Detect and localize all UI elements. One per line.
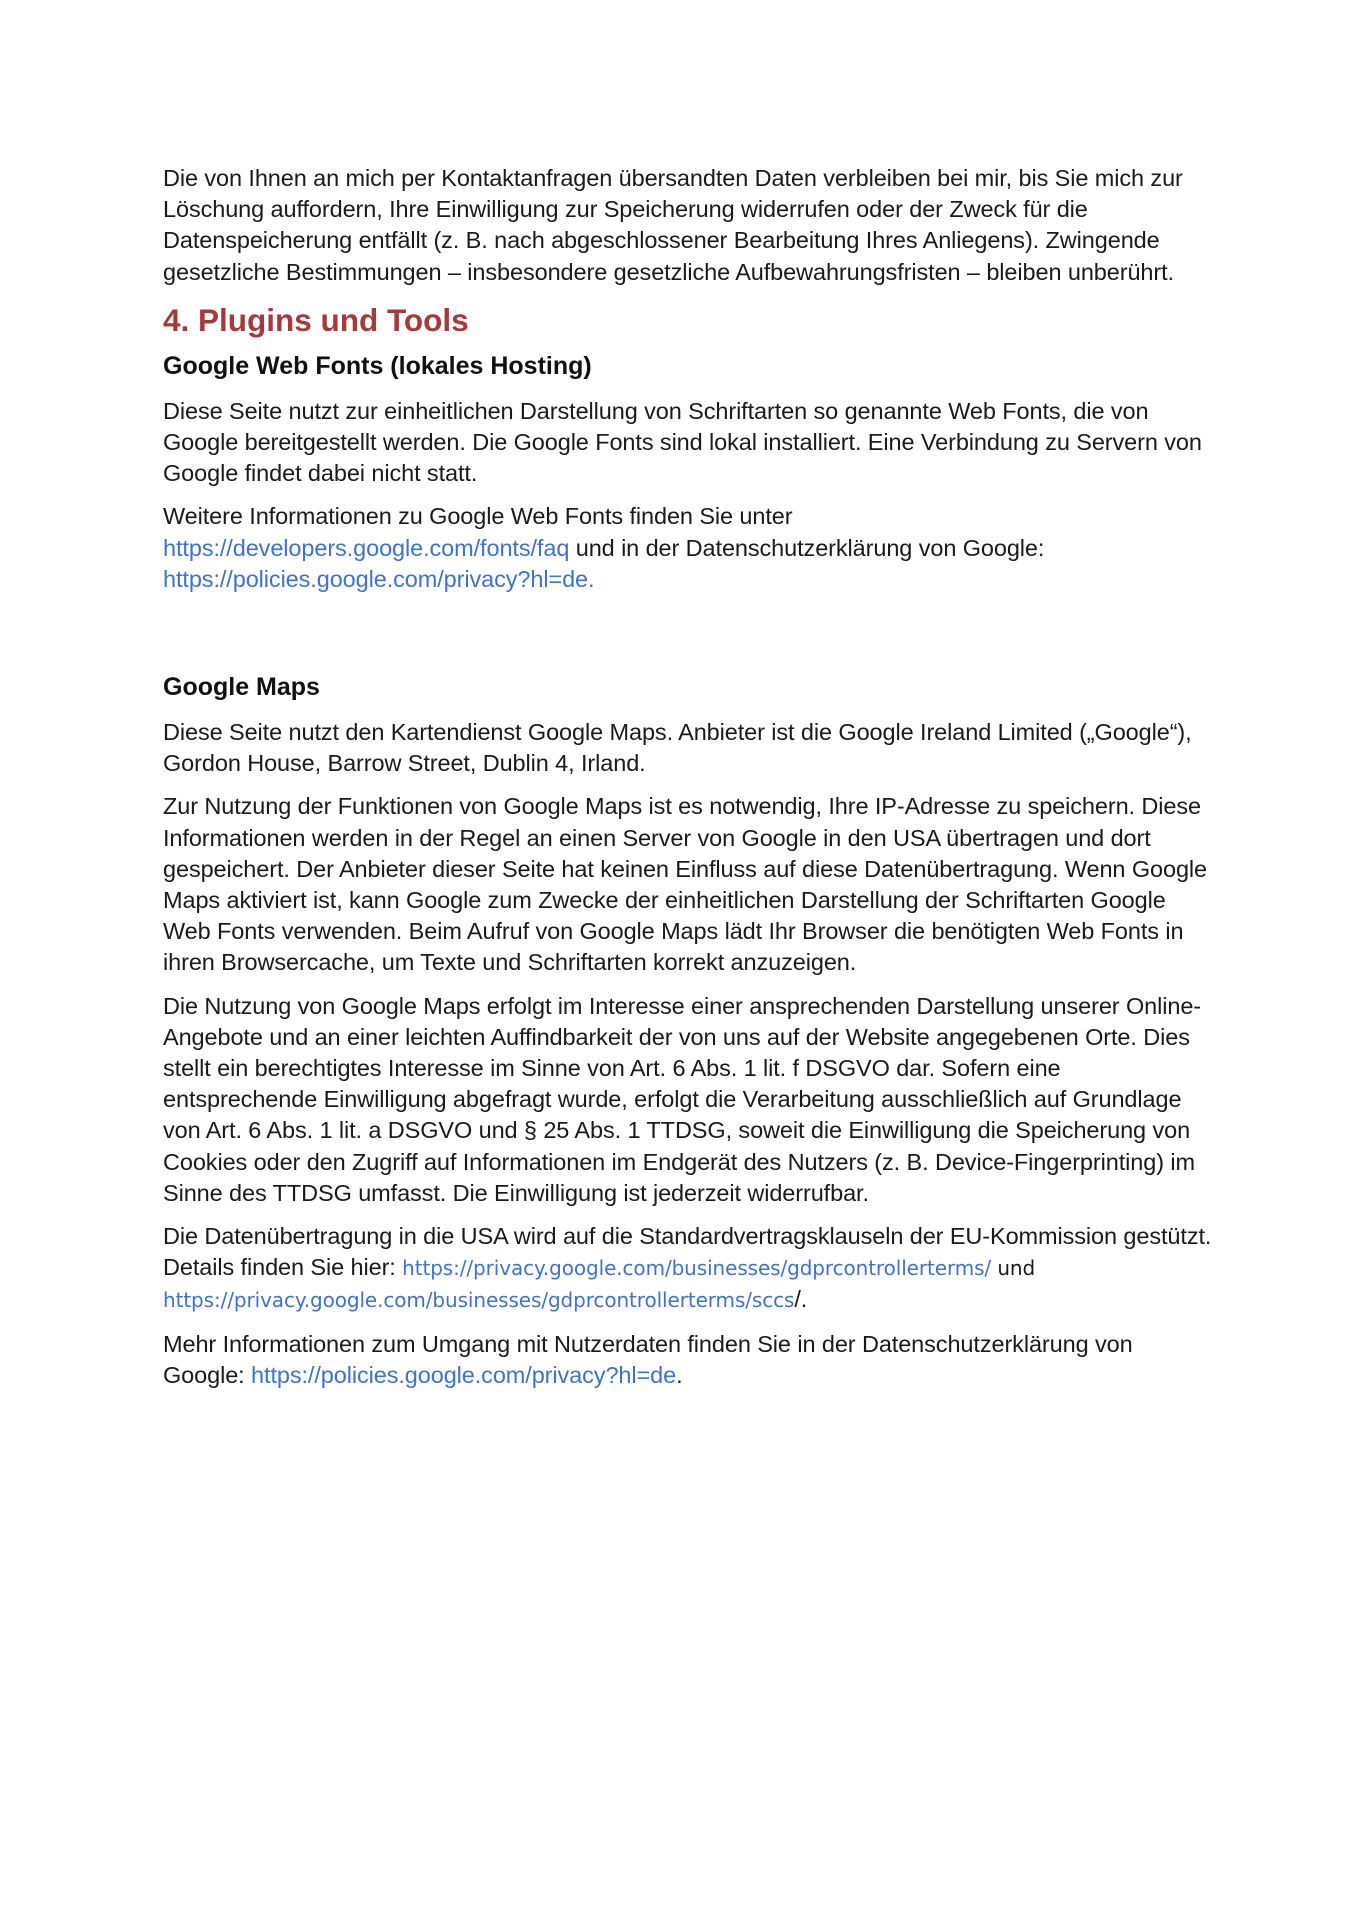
- section-title: 4. Plugins und Tools: [163, 301, 469, 338]
- maps-p4-text-1: Die Datenübertragung in die USA wird auf die Standardvertragsklauseln der EU-Kommission gestützt. Details finden Sie hier:: [163, 1223, 1212, 1281]
- document-page: [163, 163, 1213, 1403]
- intro-paragraph: Die von Ihnen an mich per Kontaktanfragen übersandten Daten verbleiben bei mir, bis Sie mich zur Löschung auffordern, Ihre Einwilligung zur Speicherung widerrufen oder der Zweck für die Datenspeicherung entfällt (z. B. nach abgeschlossener Bearbeitung Ihres Anliegens). Zwingende gesetzliche Bestimmungen – insbesondere gesetzliche Aufbewahrungsfristen – bleiben unberührt.: [163, 165, 1183, 285]
- webfonts-p2-text-1: Weitere Informationen zu Google Web Fonts finden Sie unter: [163, 503, 793, 530]
- maps-paragraph-5: [163, 1329, 1213, 1391]
- google-privacy-link-2[interactable]: https://policies.google.com/privacy?hl=de: [251, 1361, 677, 1388]
- maps-heading: Google Maps: [163, 673, 320, 702]
- gdpr-controller-terms-link[interactable]: https://privacy.google.com/businesses/gdprcontrollerterms/: [402, 1256, 992, 1281]
- maps-paragraph-2: Zur Nutzung der Funktionen von Google Maps ist es notwendig, Ihre IP-Adresse zu speichern. Diese Informationen werden in der Regel an einen Server von Google in den USA übertragen und dort gespeichert. Der Anbieter dieser Seite hat keinen Einfluss auf diese Datenübertragung. Wenn Google Maps aktiviert ist, kann Google zum Zwecke der einheitlichen Darstellung der Schriftarten Google Web Fonts verwenden. Beim Aufruf von Google Maps lädt Ihr Browser die benötigten Web Fonts in ihren Browsercache, um Texte und Schriftarten korrekt anzuzeigen.: [163, 793, 1208, 976]
- maps-p4-text-3: /.: [794, 1286, 808, 1313]
- developers-fonts-faq-link[interactable]: https://developers.google.com/fonts/faq: [163, 534, 570, 561]
- maps-paragraph-1: Diese Seite nutzt den Kartendienst Google Maps. Anbieter ist die Google Ireland Limited („Google“), Gordon House, Barrow Street, Dublin 4, Irland.: [163, 719, 1192, 777]
- webfonts-p2-text-2: und in der Datenschutzerklärung von Google:: [569, 534, 1045, 561]
- google-privacy-link-1[interactable]: https://policies.google.com/privacy?hl=de.: [163, 565, 595, 592]
- webfonts-heading: Google Web Fonts (lokales Hosting): [163, 351, 592, 380]
- section-spacer: [163, 607, 1213, 669]
- maps-p5-text-2: .: [676, 1361, 683, 1388]
- maps-paragraph-4: [163, 1221, 1213, 1317]
- gdpr-sccs-link[interactable]: https://privacy.google.com/businesses/gdprcontrollerterms/sccs: [163, 1288, 795, 1313]
- webfonts-paragraph-2: [163, 501, 1213, 595]
- maps-paragraph-3: Die Nutzung von Google Maps erfolgt im Interesse einer ansprechenden Darstellung unserer Online-Angebote und an einer leichten Auffindbarkeit der von uns auf der Website angegebenen Orte. Dies stellt ein berechtigtes Interesse im Sinne von Art. 6 Abs. 1 lit. f DSGVO dar. Sofern eine entsprechende Einwilligung abgefragt wurde, erfolgt die Verarbeitung ausschließlich auf Grundlage von Art. 6 Abs. 1 lit. a DSGVO und § 25 Abs. 1 TTDSG, soweit die Einwilligung die Speicherung von Cookies oder den Zugriff auf Informationen im Endgerät des Nutzers (z. B. Device-Fingerprinting) im Sinne des TTDSG umfasst. Die Einwilligung ist jederzeit widerrufbar.: [163, 992, 1202, 1206]
- maps-p4-text-2: und: [991, 1256, 1036, 1281]
- webfonts-paragraph-1: Diese Seite nutzt zur einheitlichen Darstellung von Schriftarten so genannte Web Fonts, die von Google bereitgestellt werden. Die Google Fonts sind lokal installiert. Eine Verbindung zu Servern von Google findet dabei nicht statt.: [163, 397, 1202, 487]
- maps-p5-text-1: Mehr Informationen zum Umgang mit Nutzerdaten finden Sie in der Datenschutzerklärung von Google:: [163, 1330, 1133, 1388]
